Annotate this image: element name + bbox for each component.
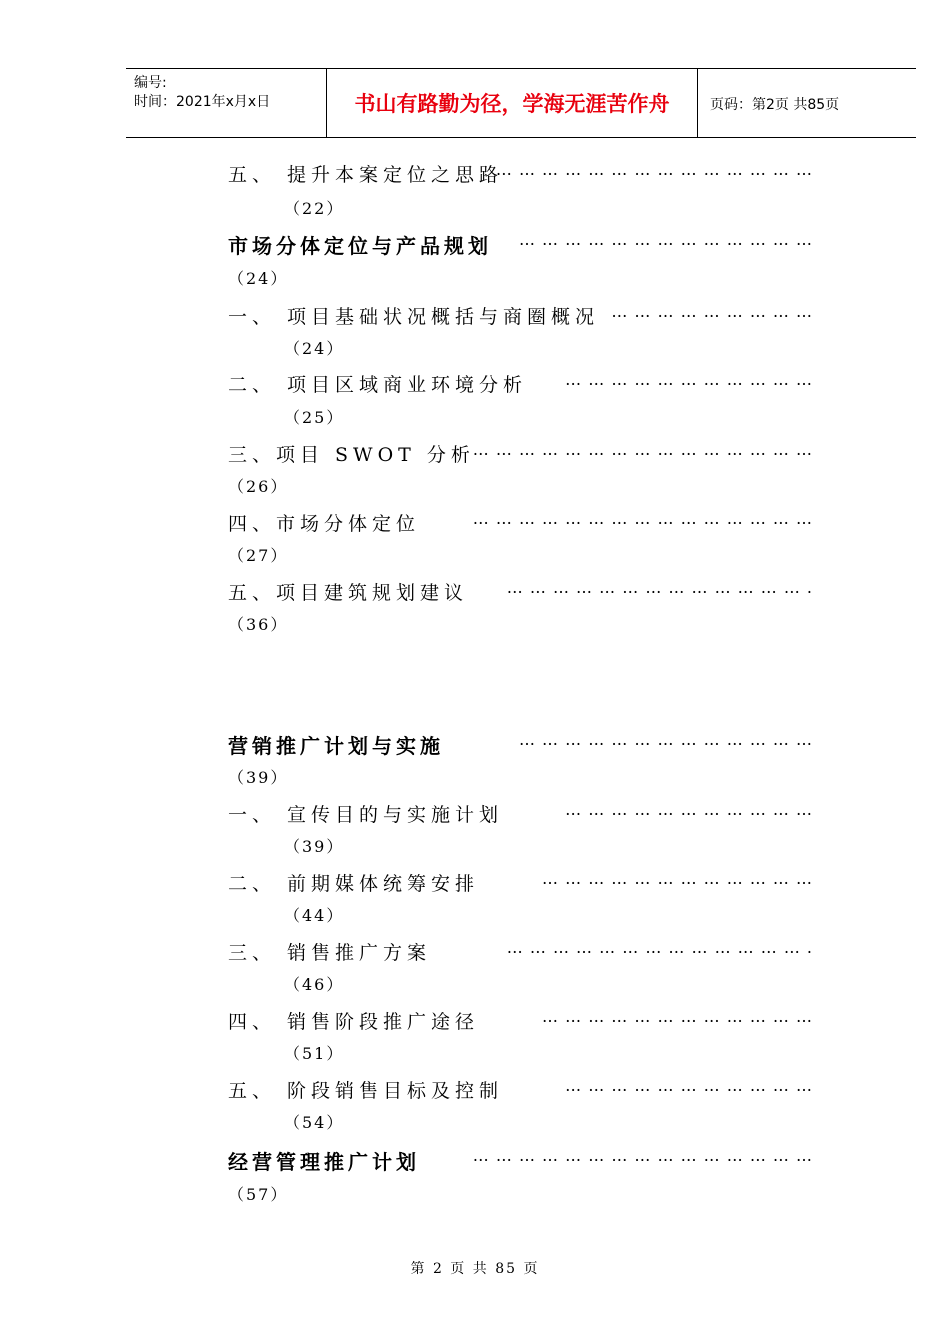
toc-entry-label: 三、项目 SWOT 分析	[228, 444, 475, 466]
toc-page-number: （54）	[284, 1113, 345, 1132]
toc-leader-dots: … … … … … … … … … … … … … … …	[472, 440, 813, 459]
toc-entry[interactable]	[228, 370, 813, 400]
toc-page-number: （39）	[228, 768, 289, 787]
header-motto: 书山有路勤为径，学海无涯苦作舟	[327, 69, 698, 137]
toc-entry-label: 四、市场分体定位	[228, 513, 421, 535]
header-page-info: 页码：第2页 共85页	[710, 97, 840, 113]
header-time-label: 时间：2021年x月x日	[134, 94, 271, 110]
toc-entry[interactable]	[228, 440, 813, 470]
toc-leader-dots: … … … … … … … … … … … … … … …	[472, 1146, 813, 1165]
toc-leader-dots: … … … … … … … … … … …	[565, 1076, 813, 1095]
toc-entry-label: 营销推广计划与实施	[228, 734, 444, 758]
toc-section-heading[interactable]	[228, 730, 813, 760]
toc-entry[interactable]	[228, 1007, 813, 1037]
toc-entry-label: 市场分体定位与产品规划	[228, 234, 492, 258]
toc-page-number: （57）	[228, 1185, 289, 1204]
toc-entry-label: 二、 前期媒体统筹安排	[228, 873, 480, 895]
page-header	[126, 68, 916, 138]
toc-entry[interactable]	[228, 160, 813, 190]
toc-entry[interactable]	[228, 869, 813, 899]
header-number-label: 编号:	[134, 75, 167, 91]
toc-page-number: （22）	[284, 199, 345, 218]
toc-entry-label: 五、项目建筑规划建议	[228, 582, 469, 604]
toc-page-number: （24）	[228, 269, 289, 288]
toc-entry-label: 一、 宣传目的与实施计划	[228, 804, 504, 826]
toc-entry[interactable]	[228, 938, 813, 968]
toc-leader-dots: … … … … … … … … … … … … … .	[506, 578, 813, 597]
toc-entry[interactable]	[228, 302, 813, 332]
toc-page-number: （44）	[284, 906, 345, 925]
toc-entry-label: 五、 阶段销售目标及控制	[228, 1080, 504, 1102]
toc-leader-dots: … … … … … … … … … … … …	[542, 1007, 813, 1026]
toc-leader-dots: … … … … … … … … … … …	[565, 370, 813, 389]
toc-entry[interactable]	[228, 800, 813, 830]
toc-entry-label: 四、 销售阶段推广途径	[228, 1011, 480, 1033]
toc-entry[interactable]	[228, 509, 813, 539]
toc-leader-dots: … … … … … … … … … … … … … … …	[472, 509, 813, 528]
toc-entry-label: 一、 项目基础状况概括与商圈概况	[228, 306, 600, 328]
toc-leader-dots: … … … … … … … … …	[611, 302, 813, 321]
toc-leader-dots: … … … … … … … … … … … … … …	[495, 160, 813, 179]
toc-section-heading[interactable]	[228, 230, 813, 260]
page-footer: 第 2 页 共 85 页	[410, 1261, 540, 1277]
toc-entry-label: 经营管理推广计划	[228, 1150, 420, 1174]
toc-page-number: （26）	[228, 477, 289, 496]
toc-page-number: （24）	[284, 339, 345, 358]
toc-page-number: （51）	[284, 1044, 345, 1063]
toc-page-number: （46）	[284, 975, 345, 994]
header-meta-cell	[126, 69, 327, 137]
toc-page-number: （27）	[228, 546, 289, 565]
toc-section-heading[interactable]	[228, 1146, 813, 1176]
toc-page-number: （25）	[284, 408, 345, 427]
toc-leader-dots: … … … … … … … … … … … … …	[518, 730, 813, 749]
toc-page-number: （39）	[284, 837, 345, 856]
toc-leader-dots: … … … … … … … … … … … … …	[518, 230, 813, 249]
toc-entry-label: 五、 提升本案定位之思路	[228, 164, 504, 186]
toc-page-number: （36）	[228, 615, 289, 634]
toc-entry-label: 二、 项目区域商业环境分析	[228, 374, 528, 396]
toc-entry[interactable]	[228, 578, 813, 608]
toc-leader-dots: … … … … … … … … … … … …	[542, 869, 813, 888]
toc-leader-dots: … … … … … … … … … … …	[565, 800, 813, 819]
toc-entry[interactable]	[228, 1076, 813, 1106]
toc-entry-label: 三、 销售推广方案	[228, 942, 432, 964]
toc-leader-dots: … … … … … … … … … … … … … .	[506, 938, 813, 957]
